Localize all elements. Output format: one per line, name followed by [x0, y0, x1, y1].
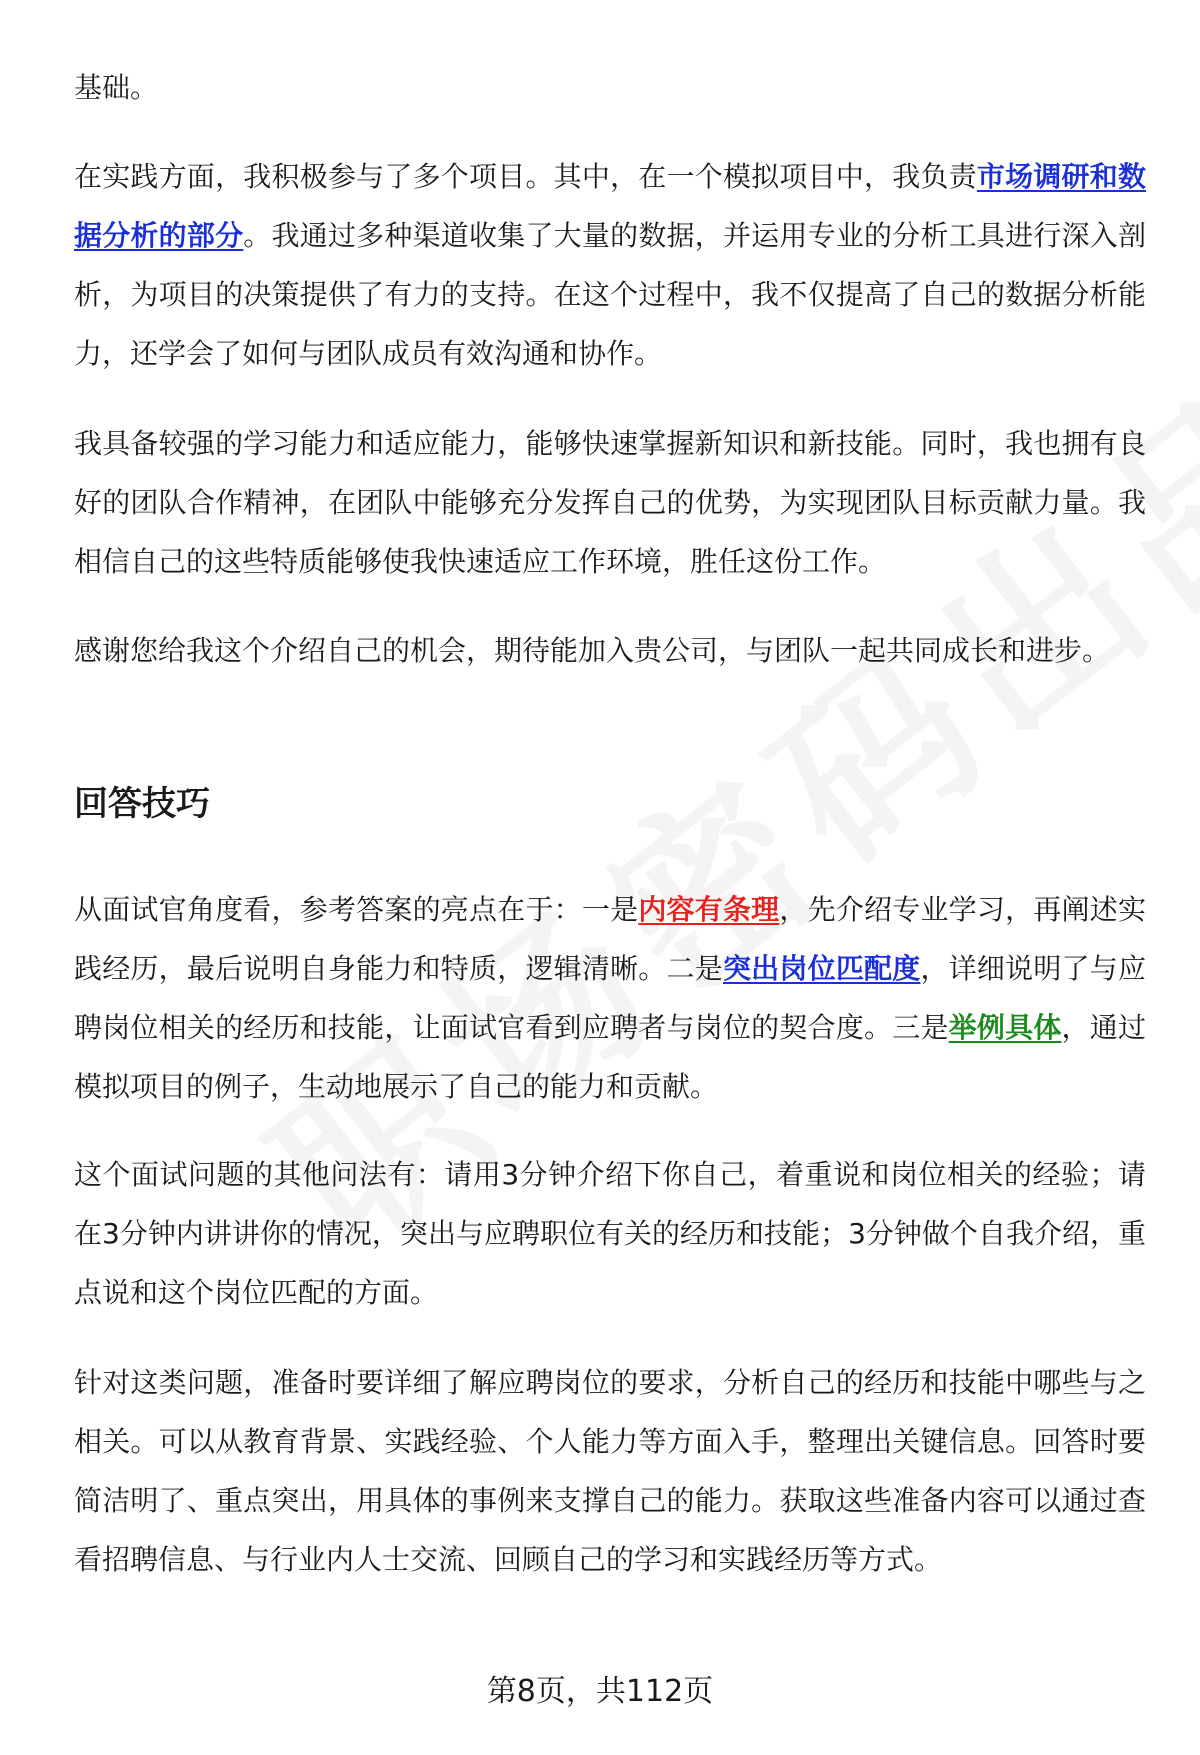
- tips-text-1: 从面试官角度看，参考答案的亮点在于：一是: [74, 893, 639, 926]
- paragraph-thanks: 感谢您给我这个介绍自己的机会，期待能加入贵公司，与团队一起共同成长和进步。: [74, 634, 1111, 667]
- tips-text-3: ，详细说明了与应聘岗位相关的经历和技能，让面试官看到应聘者与岗位的契合度。三是: [74, 952, 1146, 1044]
- tips-text-2: ，先介绍专业学习，再阐述实践经历，最后说明自身能力和特质，逻辑清晰。二是: [74, 893, 1146, 985]
- tips-text-4: ，通过模拟项目的例子，生动地展示了自己的能力和贡献。: [74, 1011, 1146, 1103]
- highlight-job-match: 突出岗位匹配度: [722, 952, 921, 985]
- section-heading: 回答技巧: [74, 784, 210, 824]
- highlight-market-research: 市场调研和数据分析的部分: [74, 160, 1146, 252]
- highlight-specific-examples: 举例具体: [948, 1011, 1062, 1044]
- paragraph-practice-text: 在实践方面，我积极参与了多个项目。其中，在一个模拟项目中，我负责: [74, 160, 977, 193]
- paragraph-preparation: 针对这类问题，准备时要详细了解应聘岗位的要求，分析自己的经历和技能中哪些与之相关。可以从教育背景、实践经验、个人能力等方面入手，整理出关键信息。回答时要简洁明了、重点突出，用具体的事例来支撑自己的能力。获取这些准备内容可以通过查看招聘信息、与行业内人士交流、回顾自己的学习和实践经历等方式。: [74, 1366, 1146, 1576]
- paragraph-abilities: 我具备较强的学习能力和适应能力，能够快速掌握新知识和新技能。同时，我也拥有良好的团队合作精神，在团队中能够充分发挥自己的优势，为实现团队目标贡献力量。我相信自己的这些特质能够使我快速适应工作环境，胜任这份工作。: [74, 427, 1146, 578]
- paragraph-intro-end: 基础。: [74, 71, 159, 104]
- highlight-organized: 内容有条理: [638, 893, 780, 926]
- page-number: 第8页，共112页: [486, 1674, 714, 1709]
- paragraph-other-questions: 这个面试问题的其他问法有：请用3分钟介绍下你自己，着重说和岗位相关的经验；请在3分钟内讲讲你的情况，突出与应聘职位有关的经历和技能；3分钟做个自我介绍，重点说和这个岗位匹配的方面。: [74, 1158, 1146, 1309]
- paragraph-practice: [74, 147, 1146, 383]
- paragraph-practice-text-cont: 。我通过多种渠道收集了大量的数据，并运用专业的分析工具进行深入剖析，为项目的决策提供了有力的支持。在这个过程中，我不仅提高了自己的数据分析能力，还学会了如何与团队成员有效沟通和协作。: [74, 219, 1146, 370]
- paragraph-tips: [74, 880, 1146, 1116]
